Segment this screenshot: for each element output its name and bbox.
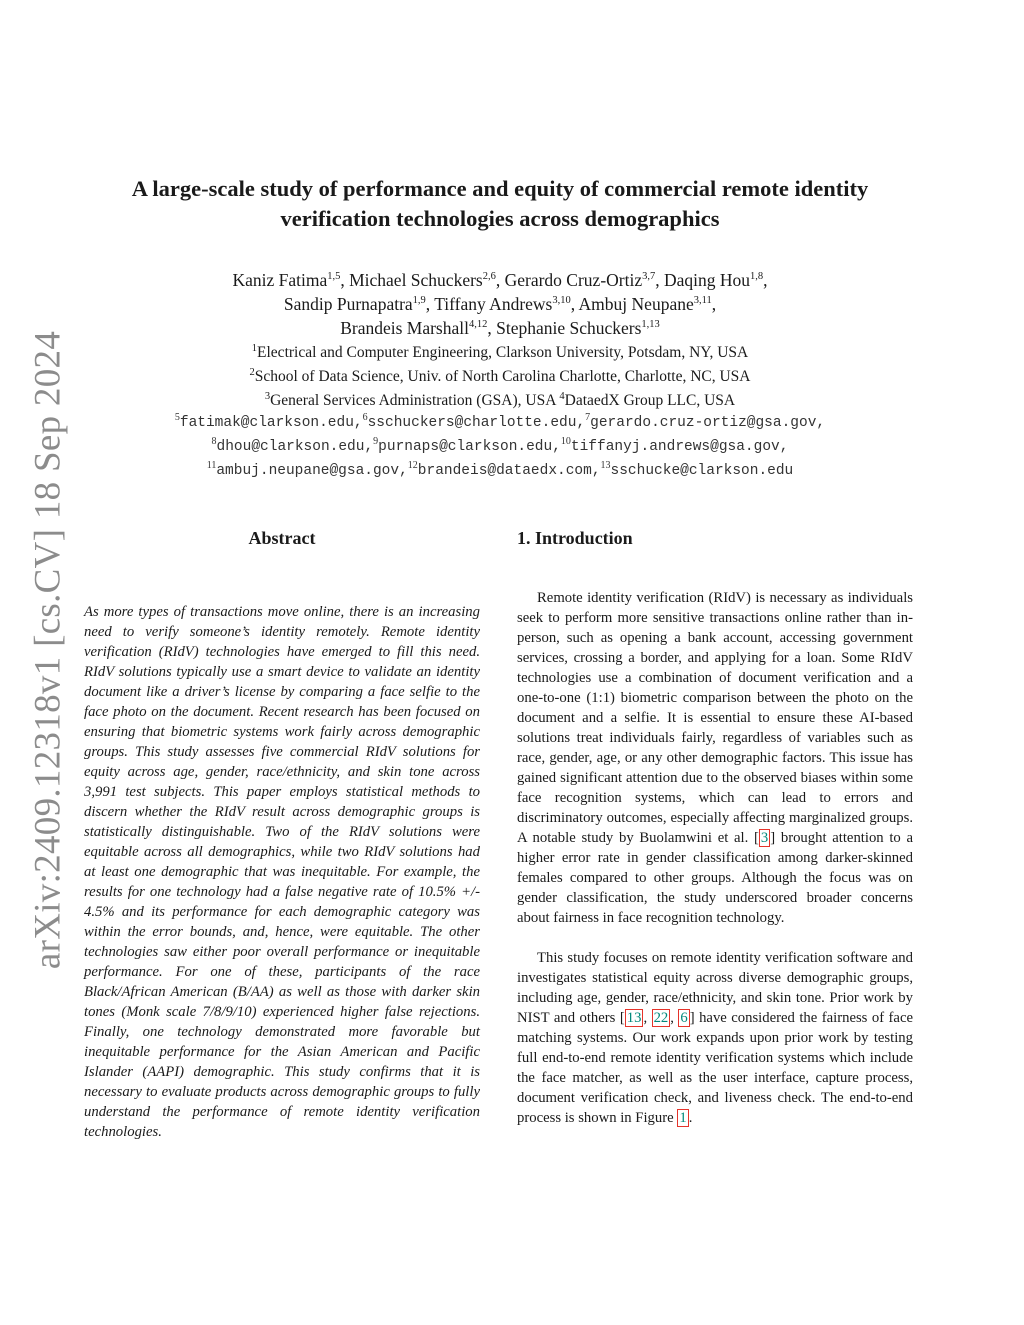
email: sschucke@clarkson.edu — [610, 463, 794, 479]
email: tiffanyj.andrews@gsa.gov, — [570, 439, 789, 455]
author: Kaniz Fatima$^{1,5}$, — [232, 270, 350, 290]
email: brandeis@dataedx.com, — [417, 463, 601, 479]
introduction-heading: 1. Introduction — [517, 528, 633, 548]
citation-link[interactable]: 22 — [653, 1010, 669, 1026]
email: dhou@clarkson.edu, — [216, 439, 374, 455]
abstract-section — [84, 526, 480, 1142]
affiliation-list — [100, 341, 900, 413]
author: Tiffany Andrews$^{3,10}$, — [434, 294, 579, 314]
abstract-body: As more types of transactions move online, there is an increasing need to verify someone’s identity remotely. Remote identity verification (RIdV) technologies have emerged to fill this need. RIdV solutions typically use a smart device to validate an identity document like a driver’s license by comparing a face selfie to the face photo on the document. Recent research has been focused on ensuring that biometric systems work fairly across demographic groups. This study assesses five commercial RIdV solutions for equity across age, gender, race/ethnicity, and skin tone across 3,991 test subjects. This paper employs statistical methods to discern whether the RIdV result across demographic groups is statistically distinguishable. Two of the RIdV solutions were equitable across all demographics, while two RIdV solutions had at least one demographic that was inequitable. For example, the results for one technology had a false negative rate of 10.5% +/- 4.5% and its performance for each demographic category was within the error bounds, and, hence, were equitable. The other technologies saw either poor overall performance or inequitable performance. For one of these, participants of the race Black/African American (B/AA) as well as those with darker skin tones (Monk scale 7/8/9/10) experienced higher false rejections. Finally, one technology demonstrated more favorable but inequitable performance for the Asian American and Pacific Islander (AAPI) demographic. This study confirms that it is necessary to evaluate products across demographic groups to fully understand the performance of remote identity verification technologies. — [84, 604, 480, 1140]
author: Daqing Hou$^{1,8}$, — [664, 270, 768, 290]
affiliation: $^3$General Services Administration (GSA), USA $^4$DataedX Group LLC, USA — [264, 390, 736, 409]
author-list — [100, 268, 900, 340]
email: gerardo.cruz-ortiz@gsa.gov, — [590, 415, 826, 431]
email: purnaps@clarkson.edu, — [378, 439, 561, 455]
author: Michael Schuckers$^{2,6}$, — [349, 270, 505, 290]
email: sschuckers@charlotte.edu, — [367, 415, 586, 431]
author: Stephanie Schuckers$^{1,13}$ — [496, 318, 660, 338]
citation-link[interactable]: 3 — [760, 830, 769, 846]
abstract-heading: Abstract — [248, 528, 316, 548]
email: ambuj.neupane@gsa.gov, — [216, 463, 408, 479]
arxiv-id[interactable]: arXiv:2409.12318v1 [cs.CV] 18 Sep 2024 — [27, 330, 69, 970]
author: Sandip Purnapatra$^{1,9}$, — [283, 294, 435, 314]
affiliation: $^1$Electrical and Computer Engineering, Clarkson University, Potsdam, NY, USA — [251, 342, 749, 361]
citation-link[interactable]: 13 — [626, 1010, 642, 1026]
author: Gerardo Cruz-Ortiz$^{3,7}$, — [504, 270, 664, 290]
figure-link[interactable]: 1 — [679, 1110, 687, 1126]
intro-paragraph: Remote identity verification (RIdV) is necessary as individuals seek to perform more sensitive transactions online rather than in-person, such as opening a bank account, accessing government services, crossing a border, and applying for a loan. Some RIdV technologies use a combination of document verification and a one-to-one (1:1) biometric comparison between the photo on the document and a selfie. It is essential to ensure these AI-based solutions treat individuals fairly, regardless of variables such as race, gender, age, or any other demographic factors. This issue has gained significant attention due to the observed biases within some face recognition systems, which can lead to errors and discriminatory outcomes, especially affecting marginalized groups. A notable study by Buolamwini et al. [ 3 ] brought attention to a higher error rate in gender classification among darker-skinned females compared to other groups. Although the focus was on gender classification, the study underscored broader concerns about fairness in face recognition technology. — [517, 590, 913, 926]
citation-link[interactable]: 6 — [680, 1010, 688, 1026]
introduction-section — [517, 526, 913, 1128]
author: Ambuj Neupane$^{3,11}$, — [578, 294, 717, 314]
email: fatimak@clarkson.edu, — [179, 415, 363, 431]
email-list: $^5$fatimak@clarkson.edu,$^6$sschuckers@charlotte.edu,$^7$gerardo.cruz-ortiz@gsa.gov, $^8$dhou@clarkson.edu,$^9$purnaps@clarkson.edu,$^{10}$tiffanyj.andrews@gsa.gov, $^{11}$ambuj.neupane@gsa.gov,$^{12}$brandeis@dataedx.com,$^{13}$sschucke@clarkson.edu — [174, 412, 826, 479]
intro-paragraph: This study focuses on remote identity verification software and investigates statistical equity across diverse demographic groups, including age, gender, race/ethnicity, and skin tone. Prior work by NIST and others [ 13 , 22 , 6 ] have considered the fairness of face matching systems. Our work expands upon prior work by testing full end-to-end remote identity verification systems which include the face matcher, as well as the user interface, capture process, document verification check, and liveness check. The end-to-end process is shown in Figure 1 . — [517, 950, 913, 1126]
author: Brandeis Marshall$^{4,12}$, — [340, 318, 497, 338]
paper-title: A large-scale study of performance and equity of commercial remote identity verification technologies across demographics — [131, 176, 869, 231]
affiliation: $^2$School of Data Science, Univ. of North Carolina Charlotte, Charlotte, NC, USA — [249, 366, 751, 385]
